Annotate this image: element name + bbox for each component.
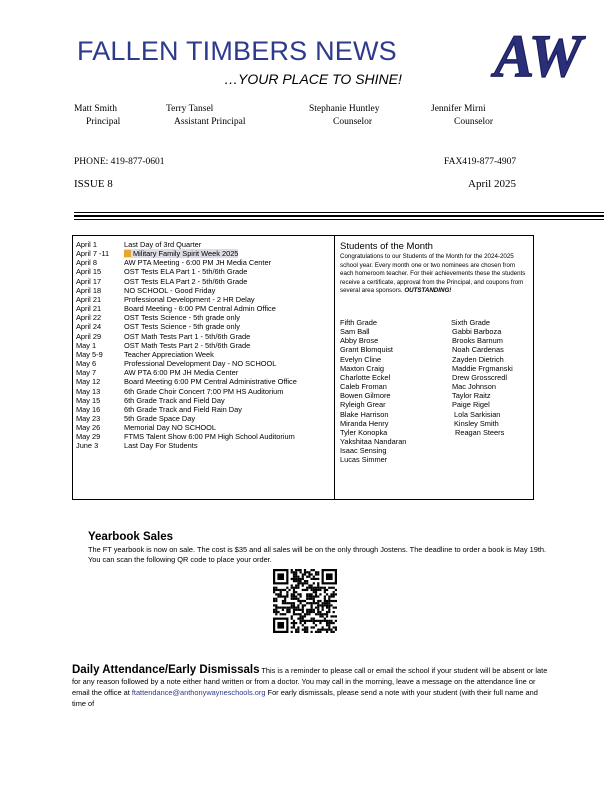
- event-row: [76, 377, 332, 386]
- event-text: Professional Development - 2 HR Delay: [124, 294, 255, 304]
- header-rule-top: [74, 212, 604, 213]
- event-row: [76, 286, 332, 295]
- event-row: [76, 304, 332, 313]
- phone-number: PHONE: 419-877-0601: [74, 157, 165, 167]
- event-date: May 12: [76, 377, 101, 387]
- attendance-section: [72, 665, 552, 709]
- event-text: OST Tests ELA Part 2 - 5th/6th Grade: [124, 276, 248, 286]
- event-date: May 1: [76, 340, 97, 350]
- student-name: Evelyn Cline: [340, 354, 382, 364]
- aw-logo-text: AW: [494, 24, 582, 89]
- event-row: [76, 313, 332, 322]
- student-name: Blake Harrison: [340, 409, 389, 419]
- event-row: [76, 258, 332, 267]
- sixth-grade-heading: Sixth Grade: [451, 318, 491, 327]
- intro-text: Congratulations to our Students of the Month for the 2024-2025 school year. Every month one or two nominees are chosen from each homeroom teacher. For their achievements these the students receive a certificate, approval from the Principal, and coupons from several area sponsors.: [340, 253, 526, 294]
- attendance-heading: Daily Attendance/Early Dismissals: [72, 664, 260, 676]
- event-date: May 29: [76, 432, 101, 442]
- event-date: April 8: [76, 258, 97, 268]
- staff-name-counselor-2: Jennifer Mirni: [431, 104, 486, 114]
- event-row: [76, 350, 332, 359]
- event-row: [76, 359, 332, 368]
- student-name: Miranda Henry: [340, 418, 389, 428]
- newsletter-tagline: …YOUR PLACE TO SHINE!: [224, 71, 402, 87]
- fax-number: FAX419-877-4907: [444, 157, 517, 167]
- event-date: May 13: [76, 386, 101, 396]
- staff-name-principal: Matt Smith: [74, 104, 118, 114]
- staff-role-principal: Principal: [86, 117, 121, 127]
- event-date: April 15: [76, 267, 102, 277]
- event-row: [76, 267, 332, 276]
- aw-logo: [488, 24, 588, 90]
- event-row: [76, 396, 332, 405]
- note-flag-icon: [124, 250, 131, 257]
- event-text: OST Tests Science - 5th grade only: [124, 322, 240, 332]
- event-date: April 29: [76, 331, 102, 341]
- staff-name-counselor-1: Stephanie Huntley: [309, 104, 380, 114]
- event-text: Last Day of 3rd Quarter: [124, 240, 202, 249]
- event-text: Memorial Day NO SCHOOL: [124, 423, 216, 433]
- attendance-email-link[interactable]: ftattendance@anthonywayneschools.org: [131, 688, 266, 697]
- event-text: Last Day For Students: [124, 441, 198, 451]
- event-text-highlighted: [124, 249, 238, 258]
- student-name: Grant Blomquist: [340, 345, 393, 355]
- event-row: [76, 423, 332, 432]
- event-text: AW PTA Meeting - 6:00 PM JH Media Center: [124, 258, 272, 268]
- student-name: Charlotte Eckel: [340, 372, 391, 382]
- event-row: [76, 322, 332, 331]
- event-row: [76, 414, 332, 423]
- event-text: OST Tests Science - 5th grade only: [124, 313, 240, 323]
- event-date: April 21: [76, 304, 102, 314]
- event-date: April 24: [76, 322, 102, 332]
- event-text: FTMS Talent Show 6:00 PM High School Auditorium: [124, 432, 295, 442]
- fifth-grade-list: [340, 318, 406, 465]
- newsletter-title: FALLEN TIMBERS NEWS: [77, 36, 397, 66]
- student-name: Mac Johnson: [452, 382, 496, 392]
- attendance-body-1: This is a reminder to please call or email the school if your student will be absent or late for any reason followed by a note either hand written or from a doctor. You may call in the morning, leave a message on the attendance line or email the office at: [72, 666, 548, 697]
- intro-emphasis: OUTSTANDING!: [404, 287, 452, 294]
- event-row: [76, 387, 332, 396]
- event-date: April 17: [76, 276, 102, 286]
- event-row: [76, 341, 332, 350]
- event-date: April 22: [76, 313, 102, 323]
- event-text: Military Family Spirit Week 2025: [133, 249, 239, 259]
- event-row: [76, 240, 332, 249]
- student-name: Maxton Craig: [340, 363, 384, 373]
- event-text: Teacher Appreciation Week: [124, 349, 214, 359]
- student-name: Taylor Raitz: [452, 391, 491, 401]
- student-name: Bowen Gilmore: [340, 391, 391, 401]
- event-date: May 7: [76, 368, 97, 378]
- event-date: April 21: [76, 294, 102, 304]
- student-name: Lucas Simmer: [340, 455, 388, 465]
- event-row: [76, 332, 332, 341]
- staff-role-counselor-1: Counselor: [333, 117, 373, 127]
- student-name: Caleb Froman: [340, 382, 387, 392]
- student-name: Gabbi Barboza: [452, 327, 502, 337]
- student-name: Brooks Barnum: [452, 336, 503, 346]
- event-date: May 15: [76, 395, 101, 405]
- event-row: [76, 277, 332, 286]
- yearbook-body: The FT yearbook is now on sale. The cost is $35 and all sales will be on the only through Jostens. The deadline to order a book is May 19th. You can scan the following QR code to place your order.: [88, 545, 547, 564]
- event-date: April 7 -11: [76, 249, 110, 259]
- student-name: Zayden Dietrich: [452, 354, 504, 364]
- student-name: Kinsley Smith: [454, 418, 499, 428]
- event-text: OST Math Tests Part 2 - 5th/6th Grade: [124, 340, 251, 350]
- event-row: [76, 295, 332, 304]
- event-text: 5th Grade Space Day: [124, 413, 196, 423]
- student-name: Noah Cardenas: [452, 345, 504, 355]
- student-name: Reagan Steers: [455, 427, 505, 437]
- student-name: Sam Ball: [340, 327, 370, 337]
- student-name: Abby Brose: [340, 336, 379, 346]
- student-name: Maddie Frgmanski: [452, 363, 513, 373]
- header-rule-middle: [74, 215, 604, 217]
- attendance-body-2: For early dismissals, please send a note with your student (with their full name and time of: [72, 688, 538, 708]
- event-text: 6th Grade Track and Field Rain Day: [124, 404, 242, 414]
- event-date: May 23: [76, 413, 101, 423]
- students-of-month-intro: [340, 253, 530, 296]
- yearbook-heading: Yearbook Sales: [88, 531, 174, 543]
- staff-name-assistant-principal: Terry Tansel: [166, 104, 214, 114]
- event-date: April 1: [76, 240, 97, 249]
- staff-role-assistant-principal: Assistant Principal: [174, 117, 246, 127]
- events-list: [76, 240, 332, 451]
- event-text: Board Meeting - 6:00 PM Central Admin Office: [124, 304, 276, 314]
- event-date: April 18: [76, 285, 102, 295]
- event-text: Professional Development Day - NO SCHOOL: [124, 359, 277, 369]
- event-row: [76, 368, 332, 377]
- event-text: AW PTA 6:00 PM JH Media Center: [124, 368, 239, 378]
- issue-number: ISSUE 8: [74, 178, 113, 190]
- event-date: May 26: [76, 423, 101, 433]
- event-date: May 6: [76, 359, 97, 369]
- event-date: June 3: [76, 441, 99, 451]
- student-name: Isaac Sensing: [340, 446, 387, 456]
- student-name: Tyler Konopka: [340, 427, 388, 437]
- event-date: May 5-9: [76, 349, 103, 359]
- students-of-month-title: Students of the Month: [340, 241, 433, 252]
- event-date: May 16: [76, 404, 101, 414]
- yearbook-qr-code[interactable]: [273, 569, 337, 633]
- event-row: [76, 249, 332, 258]
- student-name: Ryleigh Grear: [340, 400, 386, 410]
- header-rule-bottom: [74, 219, 604, 220]
- event-text: 6th Grade Choir Concert 7:00 PM HS Auditorium: [124, 386, 284, 396]
- issue-date: April 2025: [468, 178, 516, 190]
- event-row: [76, 405, 332, 414]
- sixth-grade-list: [451, 318, 513, 437]
- student-name: Yakshitaa Nandaran: [340, 437, 407, 447]
- fifth-grade-heading: Fifth Grade: [340, 318, 377, 327]
- student-name: Lola Sarkisian: [454, 409, 501, 419]
- event-row: [76, 432, 332, 441]
- calendar-box-divider: [334, 235, 335, 500]
- staff-role-counselor-2: Counselor: [454, 117, 494, 127]
- student-name: Paige Rigel: [452, 400, 490, 410]
- event-text: 6th Grade Track and Field Day: [124, 395, 225, 405]
- student-name: Drew Grosscredl: [452, 372, 508, 382]
- event-text: OST Tests ELA Part 1 - 5th/6th Grade: [124, 267, 248, 277]
- event-text: Board Meeting 6:00 PM Central Administrative Office: [124, 377, 297, 387]
- event-text: OST Math Tests Part 1 - 5th/6th Grade: [124, 331, 251, 341]
- event-row: [76, 441, 332, 450]
- event-text: NO SCHOOL - Good Friday: [124, 285, 216, 295]
